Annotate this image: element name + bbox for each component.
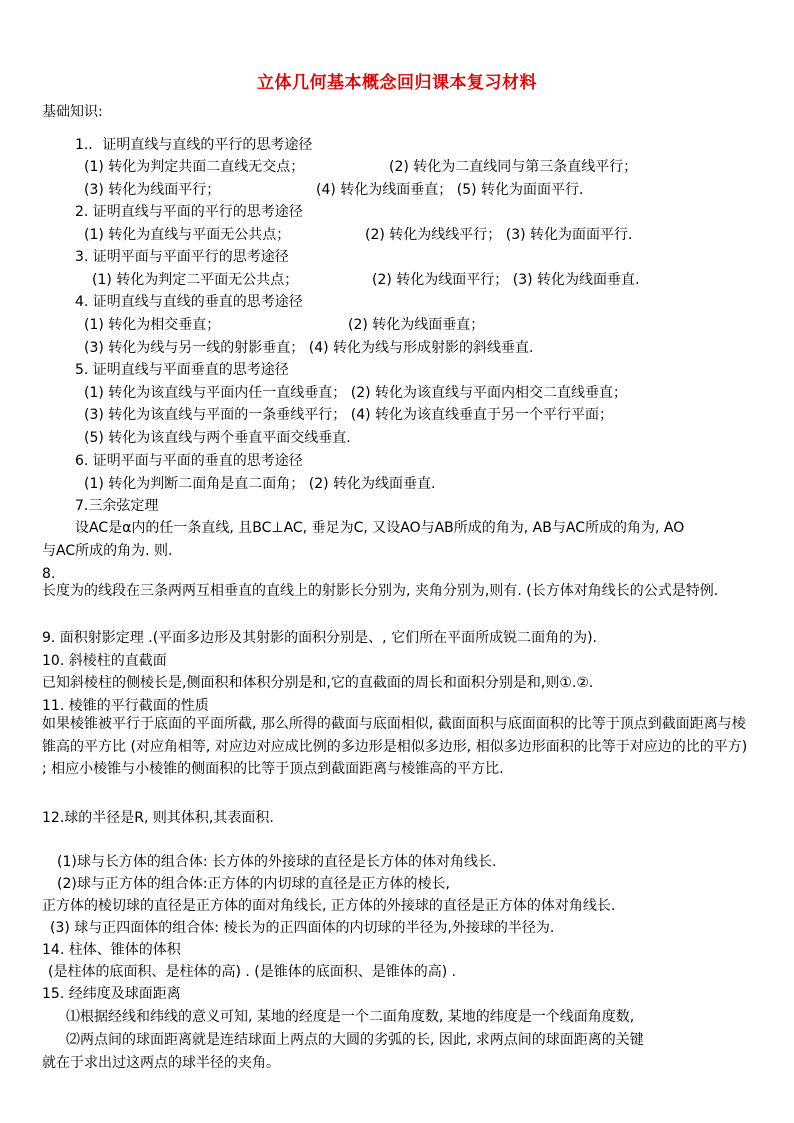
section-1-heading: 1.．证明直线与直线的平行的思考途径 — [75, 137, 313, 153]
section-6-heading: 6. 证明平面与平面的垂直的思考途径 — [75, 453, 303, 469]
s14-body: (是柱体的底面积、是柱体的高) . (是锥体的底面积、是锥体的高) . — [48, 964, 457, 980]
s5-item-3-4: (3) 转化为该直线与平面的一条垂线平行； (4) 转化为该直线垂直于另一个平行平面； — [84, 407, 614, 423]
section-label: 基础知识: — [42, 104, 103, 120]
s1-item-3: (3) 转化为线面平行； — [84, 182, 221, 198]
s10-body: 已知斜棱柱的侧棱长是,侧面积和体积分别是和,它的直截面的周长和面积分别是和,则①.②. — [42, 675, 594, 691]
s6-items: (1) 转化为判断二面角是直二面角； (2) 转化为线面垂直. — [84, 476, 436, 492]
s1-item-2: (2) 转化为二直线同与第三条直线平行； — [389, 159, 638, 175]
page-title: 立体几何基本概念回归课本复习材料 — [257, 73, 537, 93]
section-9: 9. 面积射影定理 .(平面多边形及其射影的面积分别是、, 它们所在平面所成锐二面角的为). — [42, 630, 597, 646]
s12-item-1: (1)球与长方体的组合体: 长方体的外接球的直径是长方体的体对角线长. — [57, 854, 497, 870]
section-4-heading: 4. 证明直线与直线的垂直的思考途径 — [75, 294, 303, 310]
s11-body: 如果棱锥被平行于底面的平面所截, 那么所得的截面与底面相似, 截面面积与底面面积的比等于顶点到截面距离与棱锥高的平方比 (对应角相等, 对应边对应成比例的多边形是相似多边形, 相似多边形面积的比等于对应边的比的平方) ; 相应小棱锥与小棱锥的侧面积的比等于顶点到截面距离与棱锥高的平方比. — [42, 716, 748, 777]
s7-text-1: 设AC是α内的任一条直线, 且BC⊥AC, 垂足为C, 又设AO与AB所成的角为, AB与AC所成的角为, AO — [75, 520, 685, 536]
s4-item-1: (1) 转化为相交垂直； — [84, 317, 221, 333]
s12-item-3: (3) 球与正四面体的组合体: 棱长为的正四面体的内切球的半径为,外接球的半径为. — [50, 920, 555, 936]
section-11-heading: 11. 棱锥的平行截面的性质 — [42, 698, 209, 714]
section-2-heading: 2. 证明直线与平面的平行的思考途径 — [75, 204, 303, 220]
s2-item-2-3: (2) 转化为线线平行； (3) 转化为面面平行. — [365, 227, 633, 243]
section-7-heading: 7.三余弦定理 — [75, 498, 159, 514]
s5-item-5: (5) 转化为该直线与两个垂直平面交线垂直. — [84, 430, 351, 446]
s3-item-1: (1) 转化为判定二平面无公共点； — [92, 272, 299, 288]
section-15-heading: 15. 经纬度及球面距离 — [42, 986, 181, 1002]
s15-item-1: ⑴根据经线和纬线的意义可知, 某地的经度是一个二面角度数, 某地的纬度是一个线面角度数, — [66, 1009, 635, 1025]
s4-item-3-4: (3) 转化为线与另一线的射影垂直； (4) 转化为线与形成射影的斜线垂直. — [84, 340, 534, 356]
s12-item-2: (2)球与正方体的组合体:正方体的内切球的直径是正方体的棱长, — [57, 876, 450, 892]
s5-item-1-2: (1) 转化为该直线与平面内任一直线垂直； (2) 转化为该直线与平面内相交二直线垂直； — [84, 385, 628, 401]
s4-item-2: (2) 转化为线面垂直； — [348, 317, 485, 333]
s1-item-4-5: (4) 转化为线面垂直； (5) 转化为面面平行. — [316, 182, 584, 198]
s2-item-1: (1) 转化为直线与平面无公共点； — [84, 227, 291, 243]
s15-item-2-cont: 就在于求出过这两点的球半径的夹角。 — [42, 1055, 280, 1071]
s8-body: 长度为的线段在三条两两互相垂直的直线上的射影长分别为, 夹角分别为,则有. (长方体对角线长的公式是特例. — [42, 583, 719, 599]
s3-item-2-3: (2) 转化为线面平行； (3) 转化为线面垂直. — [372, 272, 640, 288]
s15-item-2: ⑵两点间的球面距离就是连结球面上两点的大圆的劣弧的长, 因此, 求两点间的球面距离的关键 — [66, 1032, 644, 1048]
section-5-heading: 5. 证明直线与平面垂直的思考途径 — [75, 362, 289, 378]
s12-item-2-cont: 正方体的棱切球的直径是正方体的面对角线长, 正方体的外接球的直径是正方体的体对角线长. — [42, 898, 616, 914]
section-3-heading: 3. 证明平面与平面平行的思考途径 — [75, 249, 289, 265]
s1-item-1: (1) 转化为判定共面二直线无交点； — [84, 159, 305, 175]
section-12-heading: 12.球的半径是R, 则其体积,其表面积. — [42, 810, 274, 826]
section-14-heading: 14. 柱体、锥体的体积 — [42, 942, 181, 958]
section-10-heading: 10. 斜棱柱的直截面 — [42, 653, 167, 669]
section-8-heading: 8. — [42, 566, 56, 582]
s7-text-2: 与AC所成的角为. 则. — [42, 543, 173, 559]
